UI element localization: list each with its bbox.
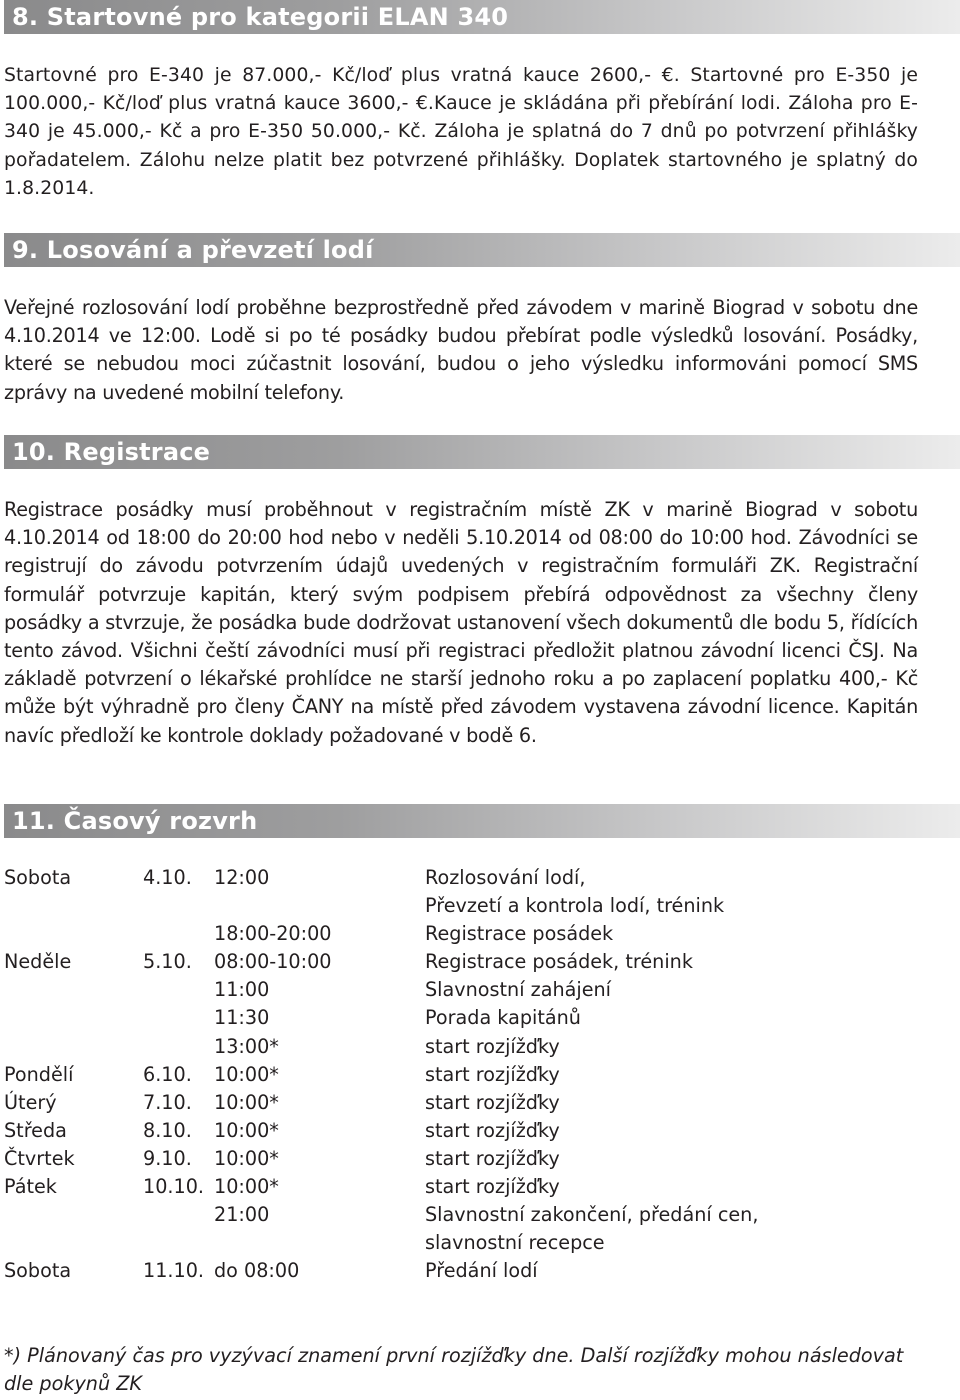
schedule-event: start rozjížďky [425,1090,560,1114]
schedule-date: 9.10. [143,1146,192,1170]
schedule-row [4,1229,934,1257]
schedule-day: Sobota [4,866,72,889]
schedule-row [4,948,934,976]
schedule-time: 11:00 [214,978,270,1002]
schedule-event: Slavnostní zahájení [425,978,612,1002]
section-9-title: 9. Losování a převzetí lodí [12,236,374,264]
schedule-event: start rozjížďky [425,1034,560,1058]
schedule-day: Sobota [4,1259,72,1283]
section-11-title: 11. Časový rozvrh [12,807,258,835]
schedule-event: start rozjížďky [425,1146,560,1170]
schedule-date: 7.10. [143,1090,192,1114]
schedule-date: 8.10. [143,1118,192,1142]
schedule-date: 10.10. [143,1175,205,1199]
section-8-title: 8. Startovné pro kategorii ELAN 340 [12,3,509,31]
section-9-header [4,233,960,267]
schedule-day: Čtvrtek [4,1146,75,1170]
schedule-row [4,892,934,920]
schedule-event: Porada kapitánů [425,1006,581,1030]
section-10-header [4,435,960,469]
schedule-time: 18:00-20:00 [214,922,332,946]
schedule-time: 11:30 [214,1006,270,1030]
schedule-row [4,920,934,948]
schedule-time: do 08:00 [214,1259,300,1283]
schedule-day: Pondělí [4,1062,74,1086]
schedule-row [4,1033,934,1061]
schedule-row [4,1117,934,1145]
schedule-row [4,1061,934,1089]
schedule-time: 21:00 [214,1203,270,1227]
schedule-event: start rozjížďky [425,1175,560,1199]
schedule-row [4,1145,934,1173]
section-10-body: Registrace posádky musí proběhnout v registračním místě ZK v marině Biograd v sobotu 4.10.2014 od 18:00 do 20:00 hod nebo v neděli 5.10.2014 od 08:00 do 10:00 hod. Závodníci se registrují do závodu potvrzením údajů uvedených v registračním formuláři ZK. Registrační formulář potvrzuje kapitán, který svým podpisem přebírá odpovědnost za všechny členy posádky a stvrzuje, že posádka bude dodržovat ustanovení všech dokumentů dle bodu 5, řídících tento závod. Všichni čeští závodníci musí při registraci předložit platnou závodní licenci ČSJ. Na základě potvrzení o lékařské prohlídce ne starší jednoho roku a po zaplacení poplatku 400,- Kč může být výhradně pro členy ČANY na místě před závodem vystavena závodní licence. Kapitán navíc předloží ke kontrole doklady požadované v bodě 6. [4,498,918,747]
schedule-date: 6.10. [143,1062,192,1086]
schedule-time: 10:00* [214,1118,279,1142]
schedule-row [4,1089,934,1117]
schedule-date: 4.10. [143,866,192,889]
schedule-time: 10:00* [214,1090,279,1114]
schedule-day: Středa [4,1118,67,1142]
schedule-row [4,1173,934,1201]
schedule-time: 10:00* [214,1175,279,1199]
schedule-date: 5.10. [143,950,192,974]
section-8-header [4,0,960,34]
schedule-day: Pátek [4,1175,57,1199]
schedule-day: Neděle [4,950,72,974]
section-8-body: Startovné pro E-340 je 87.000,- Kč/loď plus vratná kauce 2600,- €. Startovné pro E-350 je 100.000,- Kč/loď plus vratná kauce 3600,- €.Kauce je skládána při přebírání lodi. Záloha pro E-340 je 45.000,- Kč a pro E-350 50.000,- Kč. Záloha je splatná do 7 dnů po potvrzení přihlášky pořadatelem. Zálohu nelze platit bez potvrzené přihlášky. Doplatek startovného je splatný do 1.8.2014. [4,65,918,199]
schedule-time: 13:00* [214,1034,279,1058]
schedule-row [4,1004,934,1032]
schedule-event: Předání lodí [425,1259,538,1283]
schedule-row [4,1201,934,1229]
schedule-time: 10:00* [214,1146,279,1170]
schedule-row [4,864,934,892]
schedule-time: 12:00 [214,866,270,889]
schedule-time: 10:00* [214,1062,279,1086]
section-9-body: Veřejné rozlosování lodí proběhne bezprostředně před závodem v marině Biograd v sobotu dne 4.10.2014 ve 12:00. Lodě si po té posádky budou přebírat podle výsledků losování. Posádky, které se nebudou moci zúčastnit losování, budou o jeho výsledku informováni pomocí SMS zprávy na uvedené mobilní telefony. [4,296,918,404]
schedule-time: 08:00-10:00 [214,950,332,974]
schedule-event: Rozlosování lodí, [425,866,586,889]
schedule-event: Slavnostní zakončení, předání cen, [425,1203,759,1227]
schedule-day: Úterý [4,1090,57,1114]
section-11-header [4,804,960,838]
section-10-title: 10. Registrace [12,438,211,466]
schedule-event: slavnostní recepce [425,1231,605,1255]
schedule-event: start rozjížďky [425,1062,560,1086]
schedule-footnote: *) Plánovaný čas pro vyzývací znamení první rozjížďky dne. Další rozjížďky mohou následovat dle pokynů ZK [4,1344,904,1396]
schedule-event: Registrace posádek [425,922,614,946]
schedule-event: Převzetí a kontrola lodí, trénink [425,894,725,918]
schedule-event: start rozjížďky [425,1118,560,1142]
schedule-row [4,1257,934,1285]
schedule-row [4,976,934,1004]
schedule-table [4,864,934,1285]
schedule-date: 11.10. [143,1259,205,1283]
schedule-event: Registrace posádek, trénink [425,950,693,974]
